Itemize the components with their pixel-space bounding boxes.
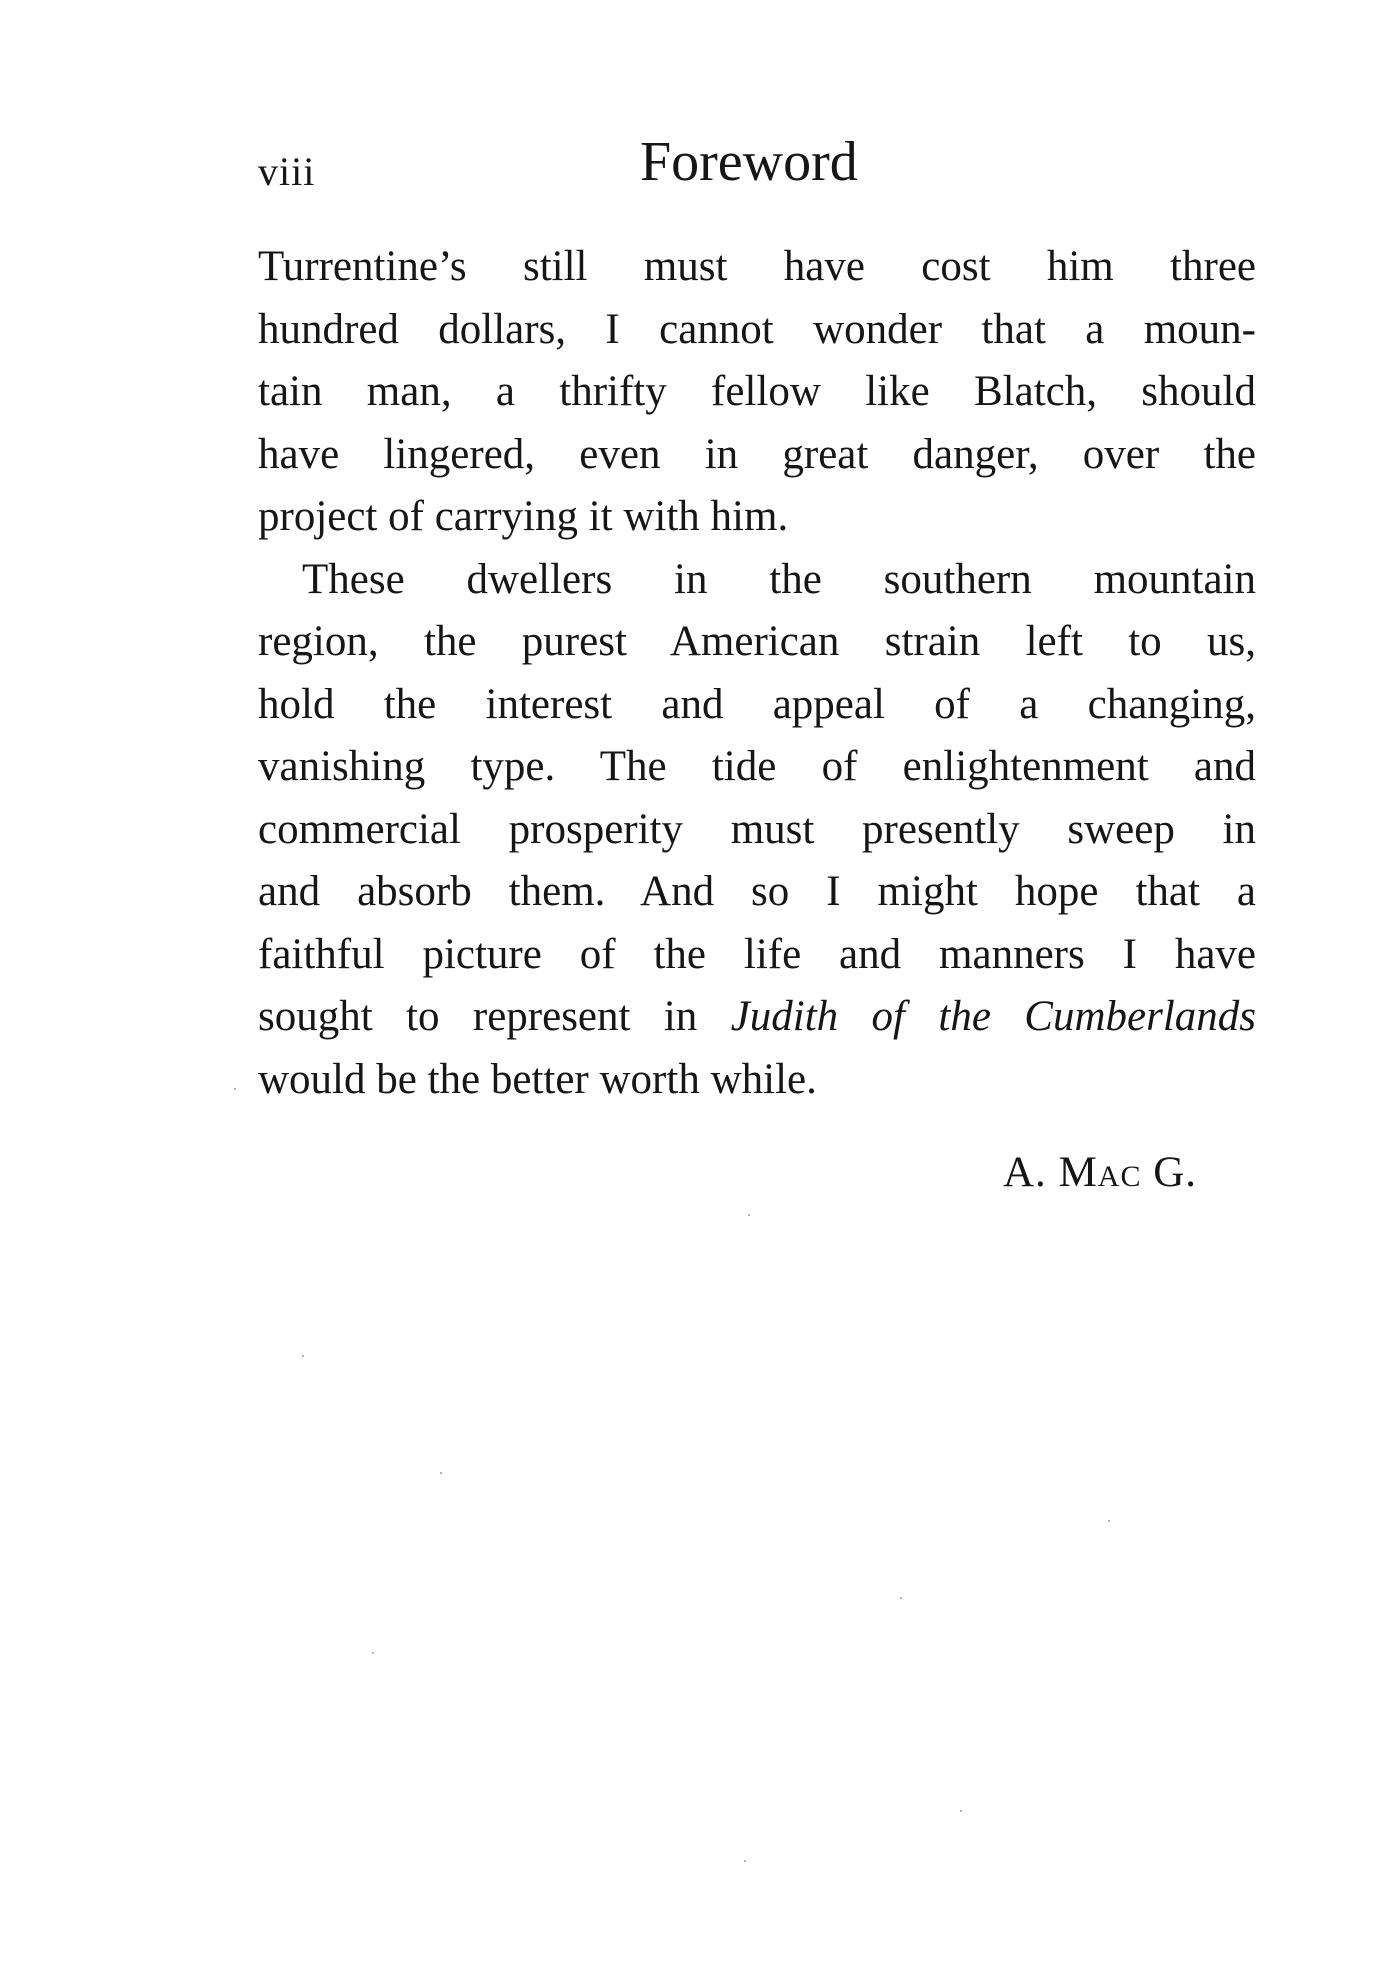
text-line: faithful picture of the life and manners I have [258,930,1256,978]
paragraph-1 [258,236,1256,549]
text-line: vanishing type. The tide of enlightenment and [258,743,1256,790]
text-line: and absorb them. And so I might hope that a [258,868,1256,915]
body-text [258,236,1256,1111]
scan-speck [1108,1520,1110,1522]
page-number: viii [258,149,316,194]
text-line: region, the purest American strain left to us, [258,618,1256,665]
scan-speck [900,1597,902,1599]
scan-speck [744,1860,746,1862]
running-title: Foreword [640,131,858,193]
text-line: would be the better worth while. [258,1055,817,1103]
text-line: Turrentine’s still must have cost him three [258,243,1256,290]
text-line: commercial prosperity must presently sweep in [258,805,1256,853]
text-line: tain man, a thrifty fellow like Blatch, should [258,368,1256,415]
scan-speck [440,1472,442,1474]
scan-speck [372,1652,374,1654]
signature-initial: A. [1003,1149,1047,1196]
signature-name: Mac [1058,1149,1142,1196]
signature [1003,1148,1197,1197]
text-line: have lingered, even in great danger, over the [258,430,1256,478]
scan-speck [960,1810,962,1812]
text-line: hundred dollars, I cannot wonder that a moun- [258,305,1256,353]
text-line-with-title [258,986,1256,1049]
scan-speck [302,1355,304,1357]
signature-suffix: G. [1153,1149,1198,1196]
paragraph-2 [258,549,1256,1112]
scan-speck [234,1088,236,1090]
text-line: project of carrying it with him. [258,493,789,540]
book-title: Judith of the Cumberlands [730,993,1257,1040]
running-head [258,130,1258,210]
text-segment: sought to represent in [258,993,698,1040]
scan-speck [748,1214,750,1216]
text-line: hold the interest and appeal of a changing, [258,680,1256,728]
text-line: These dwellers in the southern mountain [302,555,1256,603]
